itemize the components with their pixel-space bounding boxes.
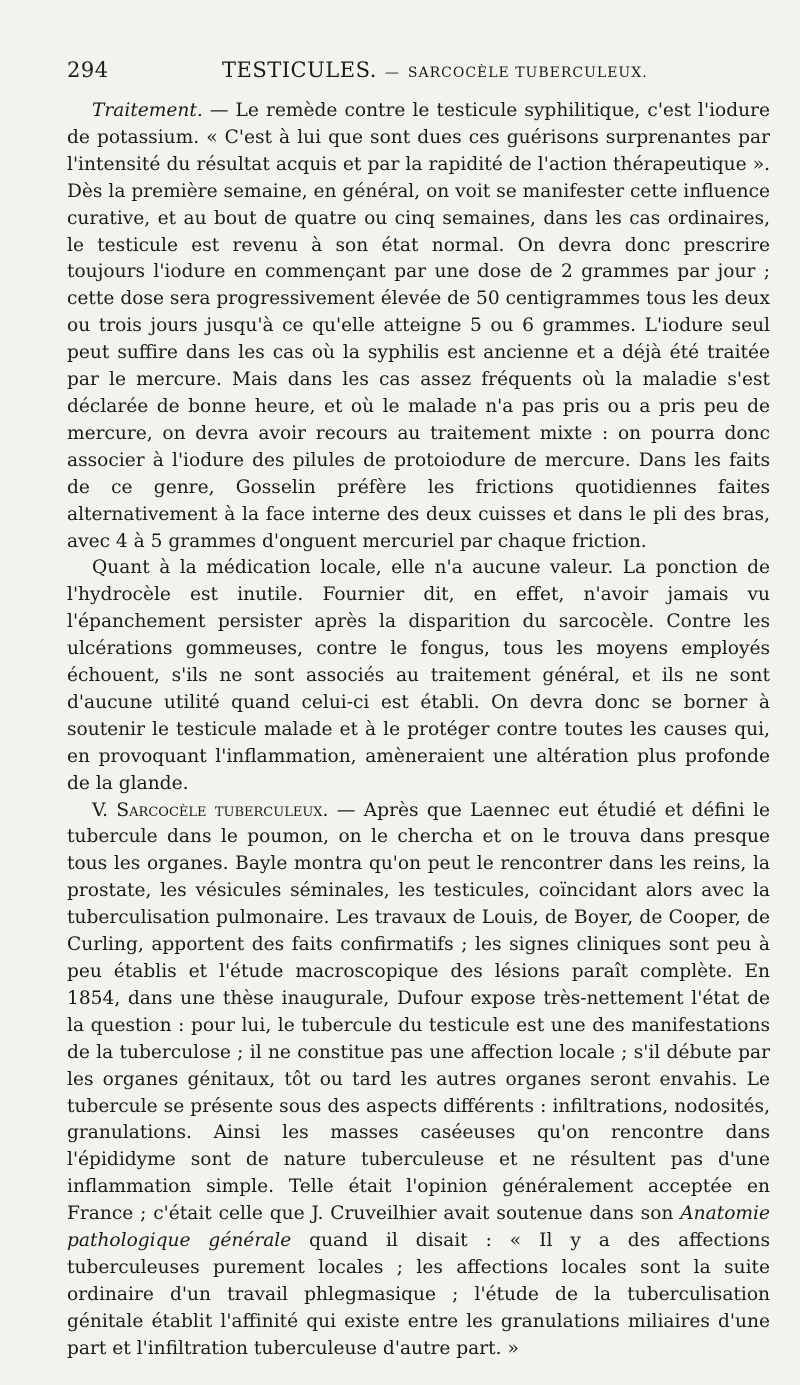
running-dash: — xyxy=(384,65,400,81)
paragraph-medication-locale xyxy=(67,555,770,797)
paragraph-sarcocele-tuberculeux xyxy=(67,798,770,1363)
paragraph-text: — Après que Laennec eut étudié et défini le tubercule dans le poumon, on le chercha et on le trouva dans presque tous les organes. Bayle montra qu'on peut le rencontrer dans les reins, la prostate, les vésicules séminales, les testicules, coïncidant alors avec la tuberculisation pulmonaire. Les travaux de Louis, de Boyer, de Cooper, de Curling, apportent des faits confirmatifs ; les signes cliniques sont peu à peu établis et l'étude macroscopique des lésions paraît complète. En 1854, dans une thèse inaugurale, Dufour expose très-nettement l'état de la question : pour lui, le tubercule du testicule est une des manifestations de la tuberculose ; il ne constitue pas une affection locale ; s'il débute par les organes génitaux, tôt ou tard les autres organes seront envahis. Le tubercule se présente sous des aspects différents : infiltrations, nodosités, granulations. Ainsi les masses caséeuses qu'on rencontre dans l'épididyme sont de nature tuberculeuse et ne résultent pas d'une inflammation simple. Telle était l'opinion généralement acceptée en France ; c'était celle que J. Cruveilhier avait soutenue dans son xyxy=(67,799,771,1225)
body-text xyxy=(67,98,770,1363)
running-subtitle: SARCOCÈLE TUBERCULEUX. xyxy=(407,65,648,81)
running-title: TESTICULES. xyxy=(222,58,377,82)
paragraph-text-end: quand il disait : « Il y a des affections tuberculeuses purement locales ; les affections locales sont la suite ordinaire d'un travail phlegmasique ; l'étude de la tuberculisation génitale établit l'affinité qui existe entre les granulations miliaires d'une part et l'infiltration tuberculeuse d'autre part. » xyxy=(67,1230,770,1359)
paragraph-text: Quant à la médication locale, elle n'a aucune valeur. La ponction de l'hydrocèle est inutile. Fournier dit, en effet, n'avoir jamais vu l'épanchement persister après la disparition du sarcocèle. Contre les ulcérations gommeuses, contre le fongus, tous les moyens employés échouent, s'ils ne sont associés au traitement général, et ils ne sont d'aucune utilité quand celui-ci est établi. On devra donc se borner à soutenir le testicule malade et à le protéger contre toutes les causes qui, en provoquant l'inflammation, amèneraient une altération plus profonde de la glande. xyxy=(67,557,770,794)
section-lead-traitement: Traitement. xyxy=(92,100,203,121)
section-heading-sarcocele: V. Sarcocèle tuberculeux. xyxy=(92,799,329,821)
paragraph-text: — Le remède contre le testicule syphilitique, c'est l'iodure de potassium. « C'est à lui que sont dues ces guérisons surprenantes par l'intensité du résultat acquis et par la rapidité de l'action thérapeutique ». Dès la première semaine, en général, on voit se manifester cette influence curative, et au bout de quatre ou cinq semaines, dans les cas ordinaires, le testicule est revenu à son état normal. On devra donc prescrire toujours l'iodure en commençant par une dose de 2 grammes par jour ; cette dose sera progressivement élevée de 50 centigrammes tous les deux ou trois jours jusqu'à ce qu'elle atteigne 5 ou 6 grammes. L'iodure seul peut suffire dans les cas où la syphilis est ancienne et a déjà été traitée par le mercure. Mais dans les cas assez fréquents où la maladie s'est déclarée de bonne heure, et où le malade n'a pas pris ou a pris peu de mercure, on devra avoir recours au traitement mixte : on pourra donc associer à l'iodure des pilules de protoiodure de mercure. Dans les faits de ce genre, Gosselin préfère les frictions quotidiennes faites alternativement à la face interne des deux cuisses et dans le pli des bras, avec 4 à 5 grammes d'onguent mercuriel par chaque friction. xyxy=(67,100,770,552)
running-header xyxy=(67,58,770,98)
paragraph-traitement xyxy=(67,98,770,555)
page-number: 294 xyxy=(67,58,109,82)
book-title-anatomie: Anatomie pathologique générale xyxy=(67,1203,770,1252)
